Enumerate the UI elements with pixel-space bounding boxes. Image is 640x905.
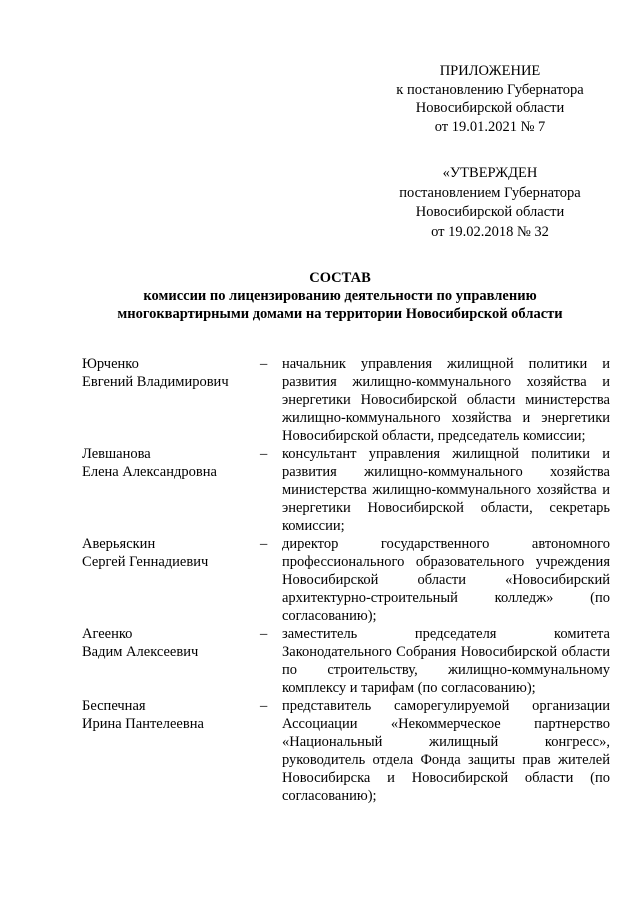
appendix-line: Новосибирской области (415, 100, 565, 116)
member-name (82, 445, 260, 481)
subtitle-line: многоквартирными домами на территории Новосибирской области (117, 306, 563, 322)
approval-line: постановлением Губернатора (399, 184, 581, 201)
member-surname: Агеенко (82, 626, 133, 642)
member-surname: Юрченко (82, 356, 139, 372)
member-name (82, 625, 260, 661)
document-subtitle (40, 287, 640, 323)
member-given-names: Сергей Геннадиевич (82, 554, 209, 570)
member-dash: – (260, 446, 268, 462)
approval-block (360, 164, 620, 242)
member-given-names: Евгений Владимирович (82, 374, 229, 390)
appendix-line: ПРИЛОЖЕНИЕ (439, 63, 541, 79)
member-role: представитель саморегулируемой организации Ассоциации «Некоммерческое партнерство «Национальный жилищный конгресс», руководитель отдела Фонда защиты прав жителей Новосибирска и Новосибирской области (по согласованию); (282, 698, 610, 804)
member-role: заместитель председателя комитета Законодательного Собрания Новосибирской области по строительству, жилищно-коммунальному комплексу и тарифам (по согласованию); (282, 626, 610, 696)
approval-line: «УТВЕРЖДЕН (442, 165, 538, 181)
member-role: консультант управления жилищной политики и развития жилищно-коммунального хозяйства министерства жилищно-коммунального хозяйства и энергетики Новосибирской области, секретарь комиссии; (282, 446, 610, 534)
appendix-line: от 19.01.2021 № 7 (434, 118, 546, 135)
member-given-names: Елена Александровна (82, 464, 217, 480)
member-entry (82, 697, 610, 805)
member-surname: Беспечная (82, 698, 146, 714)
member-given-names: Вадим Алексеевич (82, 644, 199, 660)
member-name (82, 355, 260, 391)
subtitle-line: комиссии по лицензированию деятельности по управлению (143, 288, 537, 304)
approval-line: от 19.02.2018 № 32 (431, 223, 549, 240)
member-dash: – (260, 698, 268, 714)
member-surname: Левшанова (82, 446, 151, 462)
member-name (82, 535, 260, 571)
member-entry (82, 445, 610, 535)
member-dash: – (260, 536, 268, 552)
member-dash: – (260, 356, 268, 372)
member-role: директор государственного автономного профессионального образовательного учреждения Новосибирской области «Новосибирский архитектурно-строительный колледж» (по согласованию); (282, 536, 610, 624)
member-entry (82, 535, 610, 625)
member-surname: Аверьяскин (82, 536, 156, 552)
members-list (82, 355, 610, 805)
member-entry (82, 625, 610, 697)
member-given-names: Ирина Пантелеевна (82, 716, 204, 732)
member-role: начальник управления жилищной политики и развития жилищно-коммунального хозяйства и энергетики Новосибирской области министерства жилищно-коммунального хозяйства и энергетики Новосибирской области, председатель комиссии; (282, 356, 610, 444)
member-dash: – (260, 626, 268, 642)
member-name (82, 697, 260, 733)
approval-line: Новосибирской области (415, 204, 565, 220)
appendix-block (360, 62, 620, 136)
document-title: СОСТАВ (309, 270, 371, 286)
member-entry (82, 355, 610, 445)
appendix-line: к постановлению Губернатора (396, 81, 584, 98)
